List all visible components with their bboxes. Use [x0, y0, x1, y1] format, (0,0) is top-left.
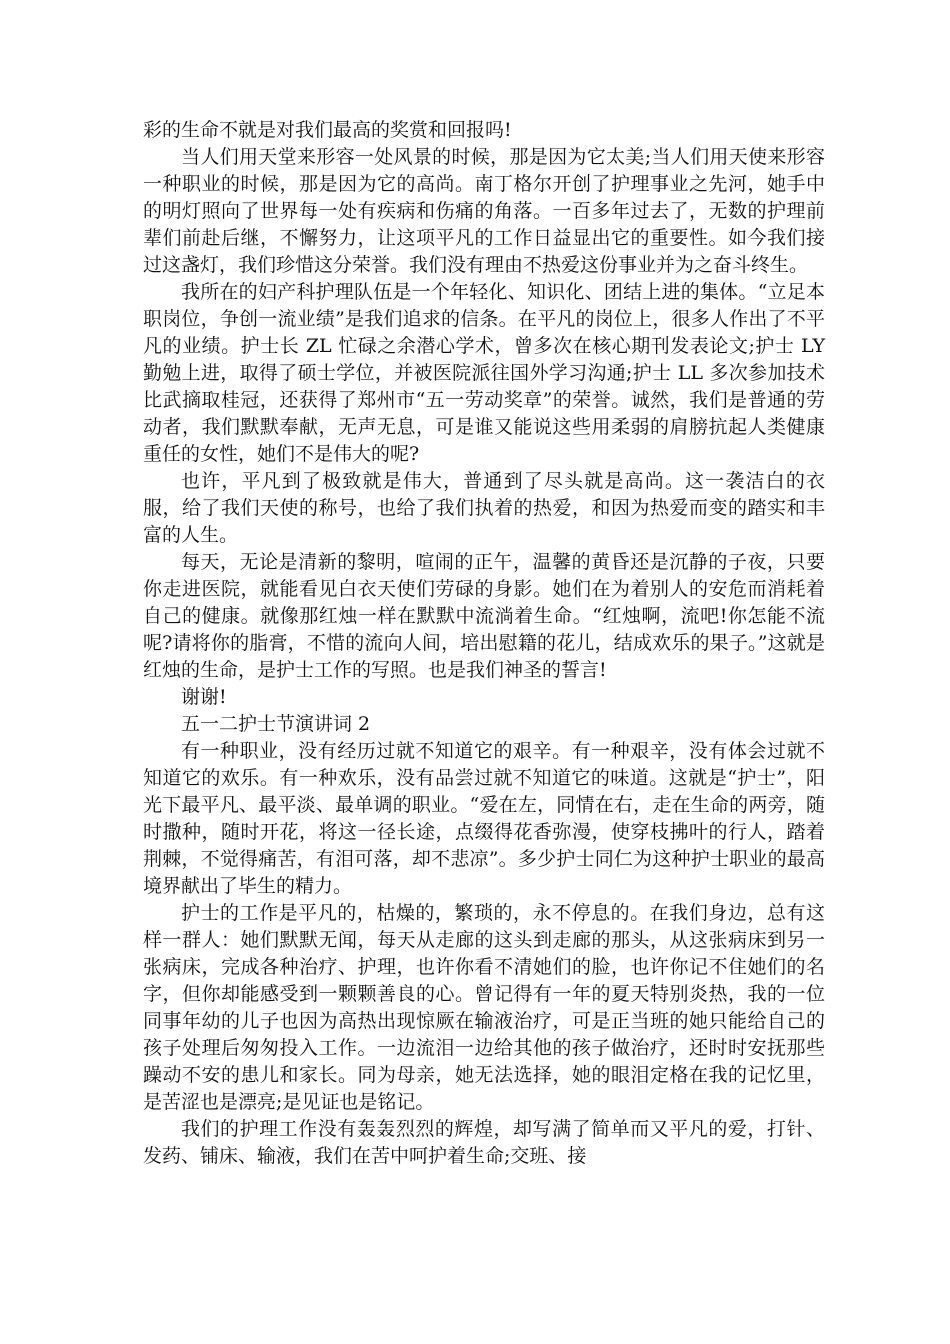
paragraph-4: 也许，平凡到了极致就是伟大，普通到了尽头就是高尚。这一袭洁白的衣服，给了我们天使的称号，也给了我们执着的热爱，和因为热爱而变的踏实和丰富的人生。	[143, 470, 825, 546]
paragraph-2: 当人们用天堂来形容一处风景的时候，那是因为它太美;当人们用天使来形容一种职业的时候，那是因为它的高尚。南丁格尔开创了护理事业之先河，她手中的明灯照向了世界每一处有疾病和伤痛的角落。一百多年过去了，无数的护理前辈们前赴后继，不懈努力，让这项平凡的工作日益显出它的重要性。如今我们接过这盏灯，我们珍惜这分荣誉。我们没有理由不热爱这份事业并为之奋斗终生。	[143, 146, 825, 276]
paragraph-9: 护士的工作是平凡的，枯燥的，繁琐的，永不停息的。在我们身边，总有这样一群人：她们默默无闻，每天从走廊的这头到走廊的那头，从这张病床到另一张病床，完成各种治疗、护理，也许你看不清她们的脸，也许你记不住她们的名字，但你却能感受到一颗颗善良的心。曾记得有一年的夏天特别炎热，我的一位同事年幼的儿子也因为高热出现惊厥在输液治疗，可是正当班的她只能给自己的孩子处理后匆匆投入工作。一边流泪一边给其他的孩子做治疗，还时时安抚那些躁动不安的患儿和家长。同为母亲，她无法选择，她的眼泪定格在我的记忆里，是苦涩也是漂亮;是见证也是铭记。	[143, 902, 825, 1113]
paragraph-thanks: 谢谢!	[181, 686, 227, 708]
paragraph-1: 彩的生命不就是对我们最高的奖赏和回报吗!	[143, 119, 512, 141]
paragraph-10: 我们的护理工作没有轰轰烈烈的辉煌，却写满了简单而又平凡的爱，打针、发药、铺床、输液，我们在苦中呵护着生命;交班、接	[143, 1118, 825, 1167]
paragraph-5: 每天，无论是清新的黎明，喧闹的正午，温馨的黄昏还是沉静的子夜，只要你走进医院，就能看见白衣天使们劳碌的身影。她们在为着别人的安危而消耗着自己的健康。就像那红烛一样在默默中流淌着生命。“红烛啊，流吧!你怎能不流呢?请将你的脂膏，不惜的流向人间，培出慰籍的花儿，结成欢乐的果子。”这就是红烛的生命，是护士工作的写照。也是我们神圣的誓言!	[143, 551, 825, 681]
paragraph-8: 有一种职业，没有经历过就不知道它的艰辛。有一种艰辛，没有体会过就不知道它的欢乐。有一种欢乐，没有品尝过就不知道它的味道。这就是“护士”，阳光下最平凡、最平淡、最单调的职业。“爱在左，同情在右，走在生命的两旁，随时撒种，随时开花，将这一径长途，点缀得花香弥漫，使穿枝拂叶的行人，踏着荆棘，不觉得痛苦，有泪可落，却不悲凉”。多少护士同仁为这种护士职业的最高境界献出了毕生的精力。	[143, 740, 825, 897]
document-page	[143, 117, 825, 1170]
section-title: 五一二护士节演讲词 2	[181, 713, 371, 735]
paragraph-3: 我所在的妇产科护理队伍是一个年轻化、知识化、团结上进的集体。“立足本职岗位，争创一流业绩”是我们追求的信条。在平凡的岗位上，很多人作出了不平凡的业绩。护士长 ZL 忙碌之余潜心学术，曾多次在核心期刊发表论文;护士 LY 勤勉上进，取得了硕士学位，并被医院派往国外学习沟通;护士 LL 多次参加技术比武摘取桂冠，还获得了郑州市“五一劳动奖章”的荣誉。诚然，我们是普通的劳动者，我们默默奉献，无声无息，可是谁又能说这些用柔弱的肩膀抗起人类健康重任的女性，她们不是伟大的呢?	[143, 281, 825, 465]
